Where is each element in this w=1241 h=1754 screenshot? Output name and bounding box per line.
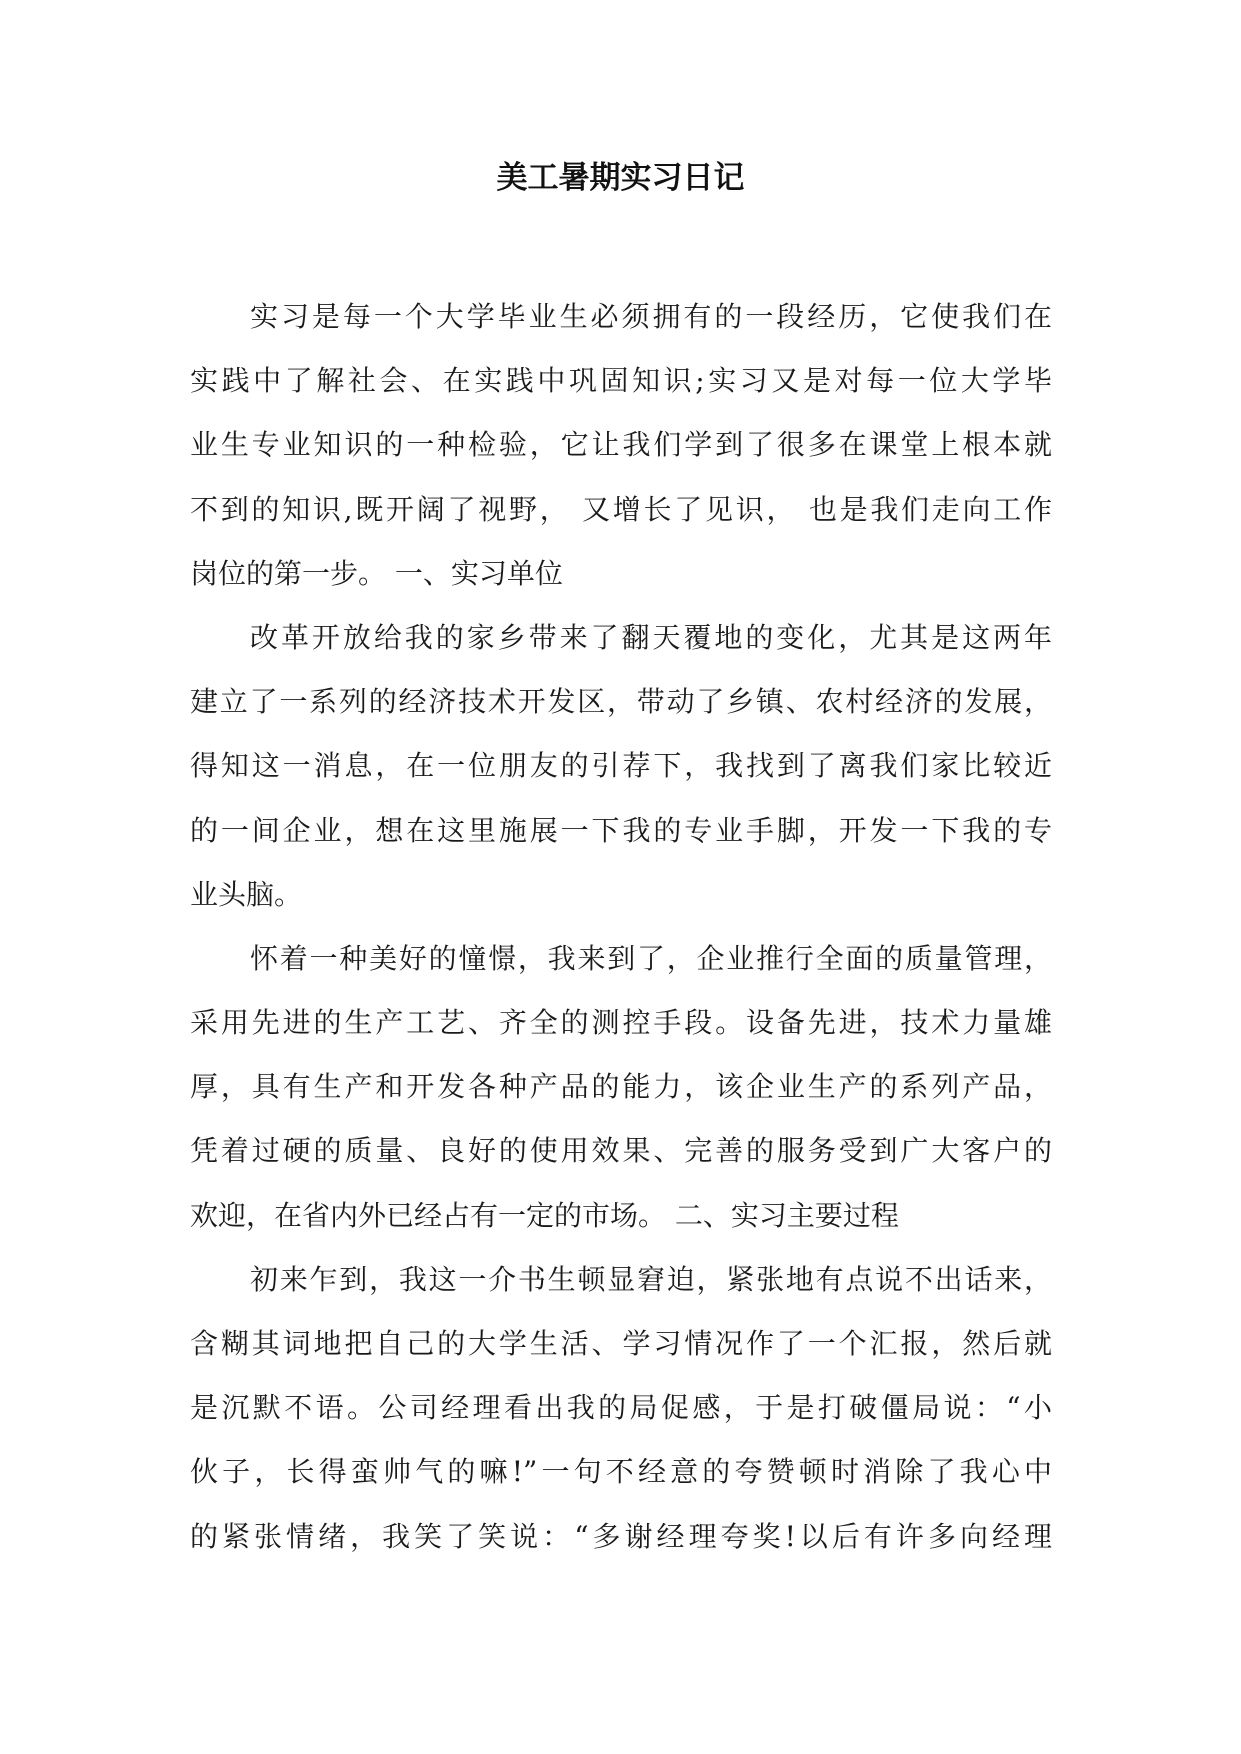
document-body bbox=[190, 285, 1052, 1569]
text-line: 改革开放给我的家乡带来了翻天覆地的变化，尤其是这两年 bbox=[250, 620, 1052, 654]
text-line: 业生专业知识的一种检验，它让我们学到了很多在课堂上根本就 bbox=[190, 428, 1052, 462]
text-line: 的一间企业，想在这里施展一下我的专业手脚，开发一下我的专 bbox=[190, 813, 1052, 847]
text-line: 岗位的第一步。 一、实习单位 bbox=[190, 556, 563, 590]
text-line: 业头脑。 bbox=[190, 877, 303, 911]
text-line: 实践中了解社会、在实践中巩固知识;实习又是对每一位大学毕 bbox=[190, 364, 1052, 398]
text-line: 欢迎，在省内外已经占有一定的市场。 二、实习主要过程 bbox=[190, 1198, 899, 1232]
text-line: 是沉默不语。公司经理看出我的局促感，于是打破僵局说：“小 bbox=[190, 1391, 1052, 1425]
text-line: 实习是每一个大学毕业生必须拥有的一段经历，它使我们在 bbox=[250, 300, 1052, 333]
text-line: 凭着过硬的质量、良好的使用效果、完善的服务受到广大客户的 bbox=[190, 1134, 1052, 1168]
document-title: 美工暑期实习日记 bbox=[496, 160, 745, 196]
text-line: 厚，具有生产和开发各种产品的能力，该企业生产的系列产品， bbox=[190, 1070, 1052, 1104]
text-line: 伙子，长得蛮帅气的嘛!”一句不经意的夸赞顿时消除了我心中 bbox=[190, 1455, 1052, 1489]
text-line: 建立了一系列的经济技术开发区，带动了乡镇、农村经济的发展， bbox=[190, 685, 1052, 719]
text-line: 采用先进的生产工艺、齐全的测控手段。设备先进，技术力量雄 bbox=[190, 1006, 1052, 1040]
text-line: 的紧张情绪，我笑了笑说：“多谢经理夸奖!以后有许多向经理 bbox=[190, 1519, 1052, 1553]
text-line: 不到的知识,既开阔了视野， 又增长了见识， 也是我们走向工作 bbox=[190, 492, 1052, 526]
text-line: 含糊其词地把自己的大学生活、学习情况作了一个汇报，然后就 bbox=[190, 1327, 1052, 1360]
text-line: 得知这一消息，在一位朋友的引荐下，我找到了离我们家比较近 bbox=[190, 749, 1052, 783]
text-line: 初来乍到，我这一介书生顿显窘迫，紧张地有点说不出话来， bbox=[250, 1262, 1052, 1296]
text-line: 怀着一种美好的憧憬，我来到了，企业推行全面的质量管理， bbox=[250, 941, 1052, 975]
